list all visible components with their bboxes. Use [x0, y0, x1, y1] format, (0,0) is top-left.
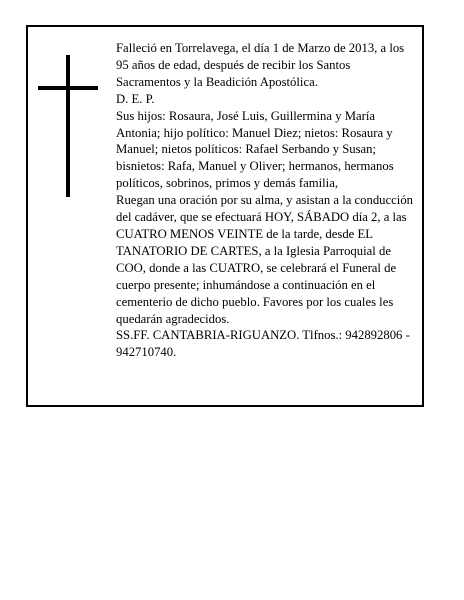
death-announcement: Falleció en Torrelavega, el día 1 de Marzo de 2013, a los 95 años de edad, después de recibir los Santos Sacramentos y la Beadición Apostólica. — [116, 41, 405, 89]
obituary-notice — [26, 25, 424, 407]
cross-vertical-bar — [66, 55, 70, 197]
latin-cross-icon — [38, 55, 98, 197]
cross-horizontal-bar — [38, 86, 98, 90]
obituary-text — [116, 40, 416, 361]
funeral-details: Ruegan una oración por su alma, y asistan a la conducción del cadáver, que se efectuará HOY, SÁBADO día 2, a las CUATRO MENOS VEINTE de la tarde, desde EL TANATORIO DE CARTES, a la Iglesia Parroquial de COO, donde a las CUATRO, se celebrará el Funeral de cuerpo presente; inhumándose a continuación en el cementerio de dicho pueblo. Favores por los cuales les quedarán agradecidos. — [116, 193, 414, 326]
funeral-home-contact: SS.FF. CANTABRIA-RIGUANZO. Tlfnos.: 942892806 - 942710740. — [116, 328, 410, 360]
family-list: Sus hijos: Rosaura, José Luis, Guillermina y María Antonia; hijo político: Manuel Diez; nietos: Rosaura y Manuel; nietos políticos: Rafael Serbando y Susan; bisnietos: Rafa, Manuel y Oliver; hermanos, hermanos políticos, sobrinos, primos y demás familia, — [116, 108, 394, 191]
rest-in-peace: D. E. P. — [116, 91, 155, 106]
